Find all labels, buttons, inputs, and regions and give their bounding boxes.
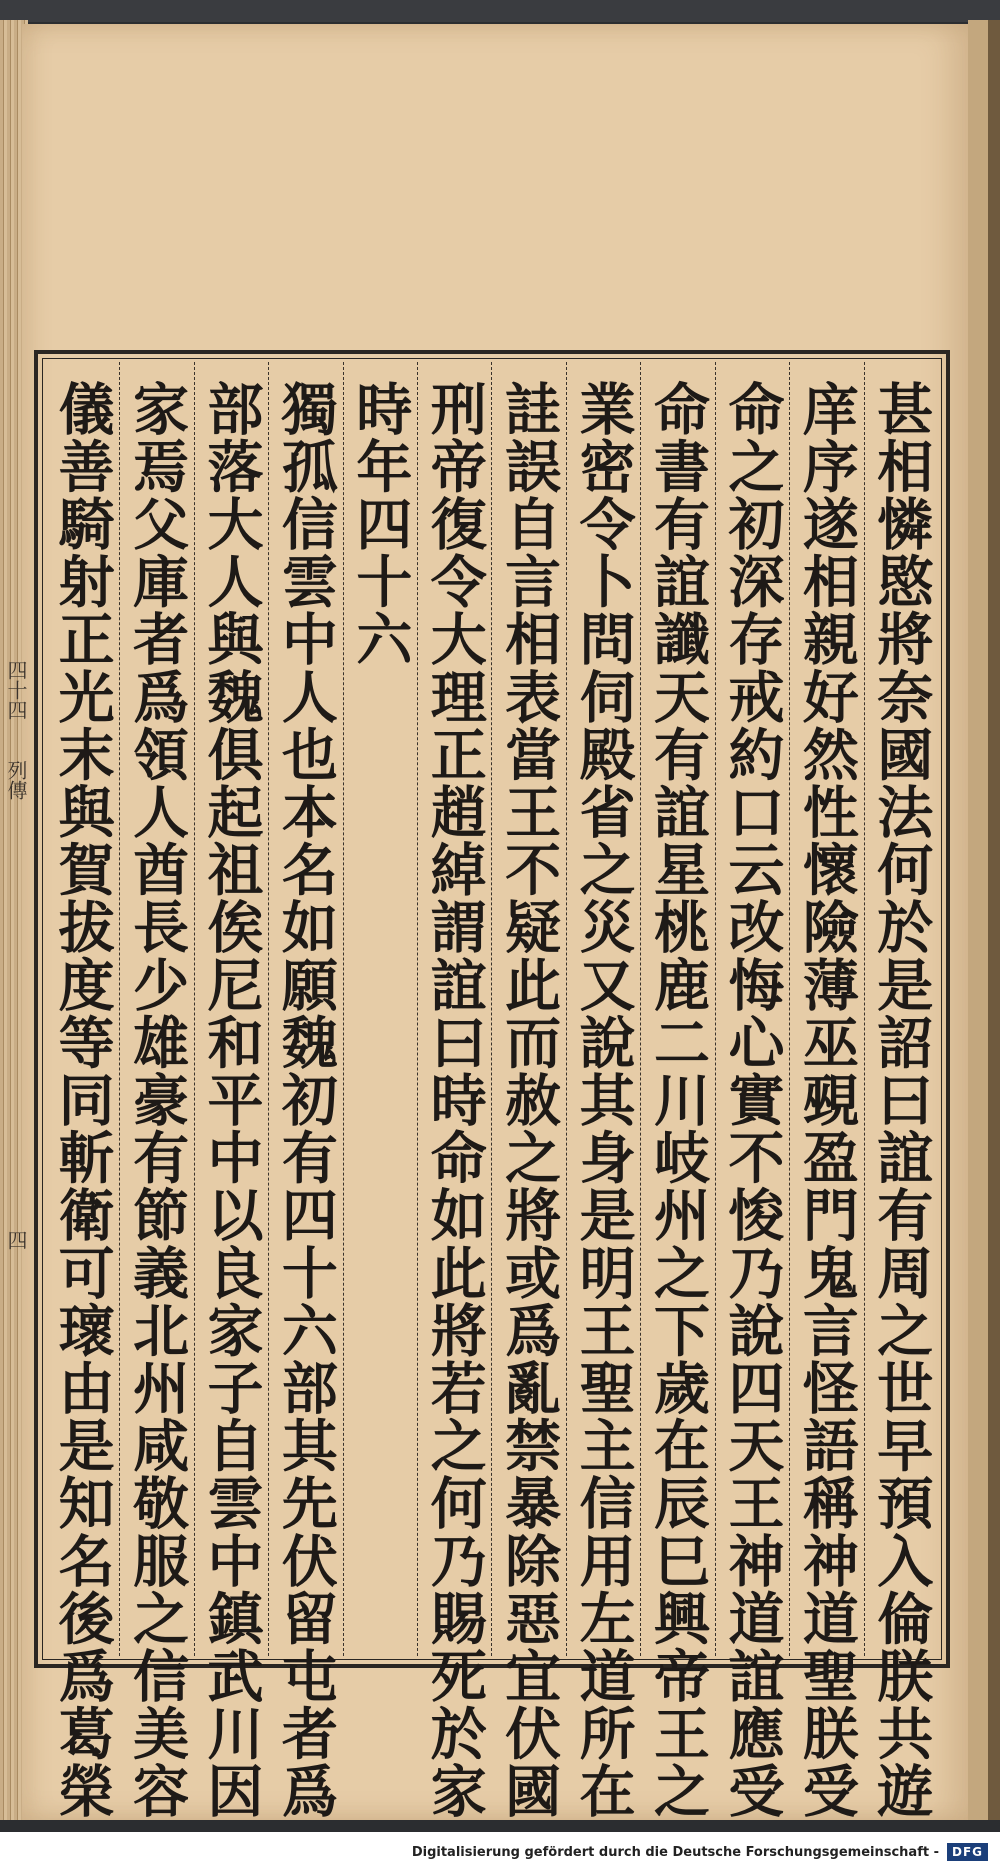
digitization-footer [0, 1832, 1000, 1872]
text-column [715, 362, 789, 1820]
fore-edge-mark-1: 四十四 [4, 660, 28, 720]
text-columns [46, 362, 938, 1820]
text-column [789, 362, 863, 1820]
column-text: 時年四十六 [347, 380, 414, 668]
fore-edge-mark-2: 列傳 [4, 760, 28, 800]
text-column [119, 362, 193, 1820]
column-text: 儀善騎射正光末與賀拔度等同斬衛可瓌由是知名後爲葛榮 [49, 380, 116, 1820]
fore-edge-mark-3: 四 [4, 1230, 28, 1250]
text-column [640, 362, 714, 1820]
column-text: 命之初深存戒約口云改悔心實不悛乃說四天王神道誼應受 [719, 380, 786, 1820]
column-text: 庠序遂相親好然性懷險薄巫覡盈門鬼言怪語稱神道聖朕受 [793, 380, 860, 1820]
column-text: 家焉父庫者爲領人酋長少雄豪有節義北州咸敬服之信美容 [124, 380, 191, 1820]
text-column [46, 362, 119, 1820]
column-text: 業密令卜問伺殿省之災又說其身是明王聖主信用左道所在 [570, 380, 637, 1820]
funding-notice: Digitalisierung gefördert durch die Deutsche Forschungsgemeinschaft - [411, 1844, 939, 1860]
column-text: 部落大人與魏俱起祖俟尼和平中以良家子自雲中鎮武川因 [198, 380, 265, 1820]
volume-right-edge [968, 20, 1000, 1820]
text-column [864, 362, 938, 1820]
column-text: 命書有誼讖天有誼星桃鹿二川岐州之下歲在辰巳興帝王之 [645, 380, 712, 1820]
text-column [268, 362, 342, 1820]
text-column [343, 362, 417, 1656]
text-column [491, 362, 565, 1820]
text-column [566, 362, 640, 1820]
column-text: 甚相憐愍將奈國法何於是詔曰誼有周之世早預入倫朕共遊 [868, 380, 935, 1820]
column-text: 詿誤自言相表當王不疑此而赦之將或爲亂禁暴除惡宜伏國 [496, 380, 563, 1820]
column-text: 獨孤信雲中人也本名如願魏初有四十六部其先伏留屯者爲 [272, 380, 339, 1820]
top-frame-strip [0, 0, 1000, 22]
dfg-logo: DFG [947, 1843, 988, 1861]
column-text: 刑帝復令大理正趙綽謂誼曰時命如此將若之何乃賜死於家 [421, 380, 488, 1820]
text-column [194, 362, 268, 1820]
printed-text-block [34, 350, 950, 1820]
text-column [417, 362, 491, 1820]
